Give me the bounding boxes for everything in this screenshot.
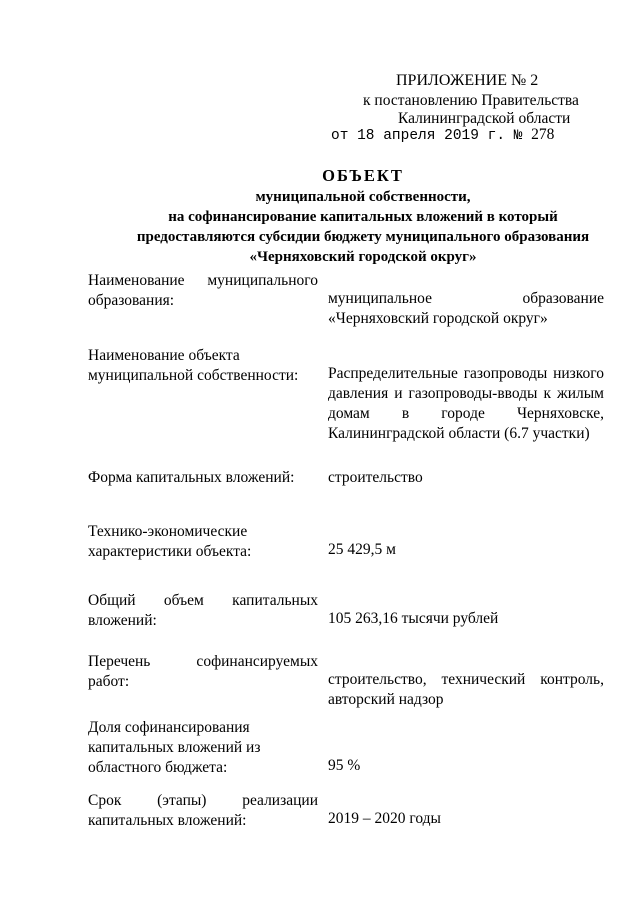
row-value bbox=[328, 809, 604, 829]
value-line: 105 263,16 тысячи рублей bbox=[328, 610, 499, 627]
row-label bbox=[88, 652, 318, 692]
label-line: Перечень софинансируемых bbox=[88, 653, 318, 670]
appendix-region-line: Калининградской области bbox=[398, 110, 571, 127]
row-label bbox=[88, 346, 318, 386]
value-line: муниципальное образование bbox=[328, 290, 604, 307]
heading-line-2: на софинансирование капитальных вложений в который bbox=[168, 209, 558, 225]
heading-line-1: муниципальной собственности, bbox=[255, 189, 471, 205]
value-line: домам в городе Черняховске, bbox=[328, 405, 604, 422]
document-heading bbox=[80, 165, 640, 267]
document-title: ОБЪЕКТ bbox=[322, 166, 404, 185]
row-value bbox=[328, 756, 604, 776]
row-value bbox=[328, 609, 604, 629]
label-line: Доля софинансирования bbox=[88, 719, 250, 736]
appendix-reference-line: к постановлению Правительства bbox=[363, 92, 579, 109]
label-line: Форма капитальных вложений: bbox=[88, 469, 295, 486]
label-line: образования: bbox=[88, 292, 175, 309]
label-line: вложений: bbox=[88, 612, 157, 629]
label-line: капитальных вложений: bbox=[88, 812, 247, 829]
row-value bbox=[328, 468, 604, 488]
row-label bbox=[88, 591, 318, 631]
value-line: «Черняховский городской округ» bbox=[328, 310, 548, 327]
row-label bbox=[88, 468, 318, 488]
value-line: 95 % bbox=[328, 757, 361, 774]
appendix-number: 278 bbox=[531, 126, 555, 143]
value-line: 25 429,5 м bbox=[328, 541, 396, 558]
label-line: Наименование муниципального bbox=[88, 272, 318, 289]
value-line: строительство, технический контроль, bbox=[328, 671, 604, 688]
appendix-date: от 18 апреля 2019 г. № bbox=[331, 128, 523, 144]
label-line: капитальных вложений из bbox=[88, 739, 261, 756]
row-value bbox=[328, 289, 604, 329]
row-value bbox=[328, 670, 604, 710]
label-line: областного бюджета: bbox=[88, 759, 228, 776]
value-line: 2019 – 2020 годы bbox=[328, 810, 441, 827]
value-line: авторский надзор bbox=[328, 691, 444, 708]
row-value bbox=[328, 540, 604, 560]
appendix-title: ПРИЛОЖЕНИЕ № 2 bbox=[396, 72, 539, 89]
label-line: Срок (этапы) реализации bbox=[88, 792, 318, 809]
row-label bbox=[88, 718, 318, 778]
value-line: давления и газопроводы-вводы к жилым bbox=[328, 385, 604, 402]
row-value bbox=[328, 364, 604, 444]
value-line: Распределительные газопроводы низкого bbox=[328, 365, 604, 382]
row-label bbox=[88, 522, 318, 562]
label-line: Общий объем капитальных bbox=[88, 592, 318, 609]
label-line: работ: bbox=[88, 673, 130, 690]
heading-line-3: предоставляются субсидии бюджету муниципального образования bbox=[136, 229, 590, 245]
appendix-date-line bbox=[331, 124, 554, 147]
label-line: характеристики объекта: bbox=[88, 543, 252, 560]
row-label bbox=[88, 791, 318, 831]
label-line: муниципальной собственности: bbox=[88, 367, 299, 384]
heading-line-4: «Черняховский городской округ» bbox=[249, 249, 477, 265]
row-label bbox=[88, 271, 318, 311]
label-line: Технико-экономические bbox=[88, 523, 248, 540]
value-line: Калининградской области (6.7 участки) bbox=[328, 425, 590, 442]
value-line: строительство bbox=[328, 469, 423, 486]
label-line: Наименование объекта bbox=[88, 347, 240, 364]
